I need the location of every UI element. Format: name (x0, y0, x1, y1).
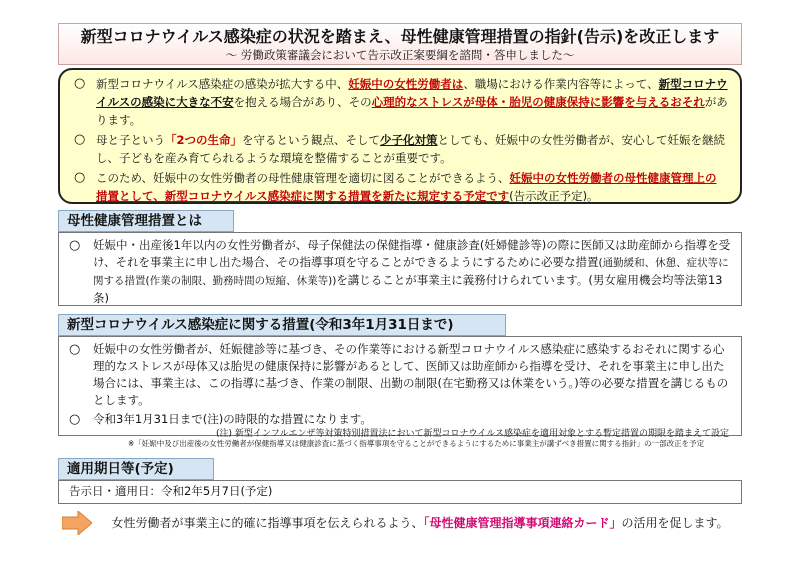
intro-item (72, 75, 728, 129)
intro-1-part: があります。 (96, 95, 728, 127)
section-body-effective-date (58, 480, 742, 504)
section-heading-covid-measures: 新型コロナウイルス感染症に関する措置(令和3年1月31日まで) (58, 314, 506, 336)
intro-3-part: このため、妊娠中の女性労働者の母性健康管理を適切に図ることができるよう、 (96, 171, 510, 185)
title-banner (58, 23, 742, 65)
intro-2-part: を守るという観点、そして (242, 133, 381, 147)
intro-3-part: (告示改正予定)。 (509, 189, 599, 203)
section2-item-1 (67, 341, 733, 409)
section1-body: 妊娠中・出産後1年以内の女性労働者が、母子保健法の保健指導・健康診査(妊婦健診等)の際に医師又は助産師から指導を受け、それを事業主に申し出た場合、その指導事項を守ることができるようにするために必要な措置 (93, 238, 731, 269)
intro-1-part: 心理的なストレスが母体・胎児の健康保持に影響を与えるおそれ (371, 95, 705, 109)
section1-item (67, 237, 733, 307)
footnote: ※「妊娠中及び出産後の女性労働者が保健指導又は健康診査に基づく指導事項を守ることができるようにするために事業主が講ずべき措置に関する指針」の一部改正を予定 (128, 439, 705, 448)
intro-1-part: を抱える場合があり、その (233, 95, 372, 109)
intro-2-part: 「2つの生命」 (165, 133, 243, 147)
intro-2-part: としても、妊娠中の女性労働者が、安心して妊娠を継続し、子どもを産み育てられるような環境を整備することが重要です。 (96, 133, 726, 165)
section-body-maternal-care (58, 232, 742, 306)
bullet-icon: ○ (74, 170, 86, 185)
section2-item-2-text: 令和3年1月31日まで(注)の時限的な措置になります。 (93, 412, 372, 426)
intro-item (72, 169, 728, 205)
bullet-icon: ○ (69, 238, 81, 253)
intro-text-2 (96, 133, 725, 165)
section1-body-small: (通勤緩和、休憩、症状等に関する措置(作業の制限、勤務時間の短縮、休業等)) (93, 257, 729, 287)
section-body-covid-measures (58, 336, 742, 439)
intro-item (72, 131, 728, 167)
intro-3-part: 妊娠中の女性労働者の母性健康管理上の措置として、新型コロナウイルス感染症に関する措置を新たに規定する予定です (96, 171, 717, 203)
intro-text-1 (96, 77, 728, 127)
bullet-icon: ○ (74, 132, 86, 147)
section2-note: (注) 新型インフルエンザ等対策特別措置法において新型コロナウイルス感染症を適用対象とする暫定措置の期限を踏まえて設定 (216, 429, 729, 439)
section2-item-1-text: 妊娠中の女性労働者が、妊娠健診等に基づき、その作業等における新型コロナウイルス感染症に感染するおそれに関する心理的なストレスが母体又は胎児の健康保持に影響があるとして、医師又は助産師から指導を受け、それを事業主に申し出た場合には、事業主は、この指導に基づき、作業の制限、出勤の制限(在宅勤務又は休業をいう。)等の必要な措置を講じるものとします。 (93, 342, 729, 407)
bottom-card-name: 「母性健康管理指導事項連絡カード」 (423, 516, 622, 530)
intro-1-part: 妊娠中の女性労働者は (348, 77, 464, 91)
intro-1-part: 、職場における作業内容等によって、 (463, 77, 659, 91)
section-heading-maternal-care: 母性健康管理措置とは (58, 210, 234, 232)
intro-box (58, 68, 742, 204)
intro-1-part: 新型コロナウイルスの感染に大きな不安 (96, 77, 728, 109)
bottom-suffix: の活用を促します。 (621, 516, 729, 530)
bottom-message (100, 511, 740, 535)
page-subtitle: ～ 労働政策審議会において告示改正案要綱を諮問・答申しました～ (225, 48, 575, 62)
effective-date-text: 告示日・適用日：令和2年5月7日(予定) (69, 484, 273, 498)
page-title: 新型コロナウイルス感染症の状況を踏まえ、母性健康管理措置の指針(告示)を改正します (80, 27, 720, 46)
intro-2-part: 少子化対策 (380, 133, 438, 147)
section2-item-2 (67, 411, 733, 428)
intro-2-part: 母と子という (96, 133, 165, 147)
section-heading-effective-date: 適用期日等(予定) (58, 458, 214, 480)
bullet-icon: ○ (69, 412, 81, 427)
section1-body-tail: を講じることが事業主に義務付けられています。(男女雇用機会均等法第13条) (93, 273, 723, 305)
bullet-icon: ○ (69, 342, 81, 357)
intro-text-3 (96, 171, 717, 203)
bottom-prefix: 女性労働者が事業主に的確に指導事項を伝えられるよう、 (111, 516, 424, 530)
intro-1-part: 新型コロナウイルス感染症の感染が拡大する中、 (96, 77, 349, 91)
bullet-icon: ○ (74, 76, 86, 91)
arrow-right-icon (62, 511, 92, 535)
